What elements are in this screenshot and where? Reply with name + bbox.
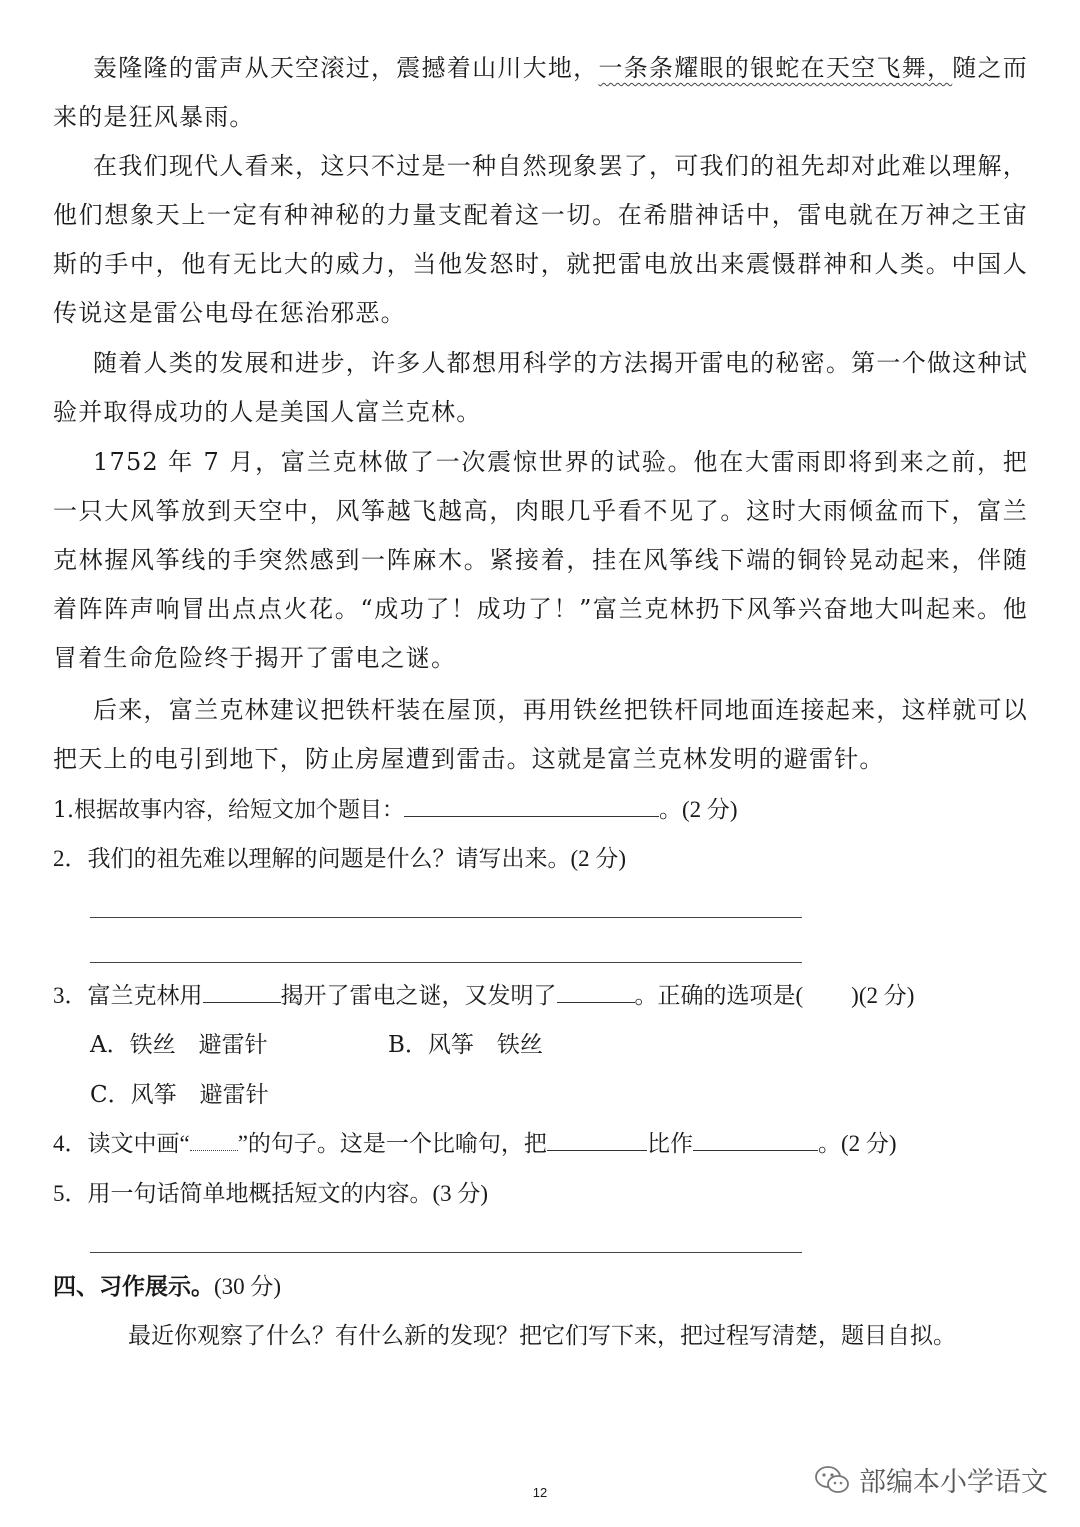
passage-text: 随之而来的是狂风暴雨。 xyxy=(53,54,1028,131)
option-a[interactable]: A．铁丝 避雷针 xyxy=(90,1032,268,1058)
question-5: 5．用一句话简单地概括短文的内容。(3 分) xyxy=(53,1181,489,1206)
passage-paragraph-5: 后来，富兰克林建议把铁杆装在屋顶，再用铁丝把铁杆同地面连接起来，这样就可以把天上的电引到地下，防止房屋遭到雷击。这就是富兰克林发明的避雷针。 xyxy=(53,696,1028,773)
wavy-underlined-sentence: 一条条耀眼的银蛇在天空飞舞， xyxy=(598,54,953,82)
answer-line[interactable] xyxy=(90,917,802,918)
answer-blank[interactable] xyxy=(557,980,635,1003)
passage-paragraph-2: 在我们现代人看来，这只不过是一种自然现象罢了，可我们的祖先却对此难以理解，他们想象天上一定有种神秘的力量支配着这一切。在希腊神话中，雷电就在万神之王宙斯的手中，他有无比大的威力，当他发怒时，就把雷电放出来震慑群神和人类。中国人传说这是雷公电母在惩治邪恶。 xyxy=(53,152,1028,327)
passage-text: 轰隆隆的雷声从天空滚过，震撼着山川大地， xyxy=(93,54,599,82)
answer-blank[interactable] xyxy=(547,1128,647,1151)
page-number: 12 xyxy=(532,1485,548,1500)
wechat-icon xyxy=(813,1464,851,1496)
passage-paragraph-3: 随着人类的发展和进步，许多人都想用科学的方法揭开雷电的秘密。第一个做这种试验并取得成功的人是美国人富兰克林。 xyxy=(53,349,1028,426)
question-3: 3．富兰克林用 揭开了雷电之谜，又发明了 。正确的选项是( )(2 分) xyxy=(53,980,914,1012)
answer-blank[interactable] xyxy=(693,1128,818,1151)
answer-line[interactable] xyxy=(90,1252,802,1253)
answer-line[interactable] xyxy=(90,962,802,963)
passage-paragraph-1 xyxy=(53,44,1028,142)
wavy-line-symbol xyxy=(190,1128,238,1151)
answer-blank[interactable] xyxy=(203,980,281,1003)
section-heading: 四、习作展示。(30 分) xyxy=(53,1274,282,1300)
passage-paragraph-4: 1752 年 7 月，富兰克林做了一次震惊世界的试验。他在大雷雨即将到来之前，把一只大风筝放到天空中，风筝越飞越高，肉眼几乎看不见了。这时大雨倾盆而下，富兰克林握风筝线的手突然感到一阵麻木。紧接着，挂在风筝线下端的铜铃晃动起来，伴随着阵阵声响冒出点点火花。“成功了！成功了！”富兰克林扔下风筝兴奋地大叫起来。他冒着生命危险终于揭开了雷电之谜。 xyxy=(53,448,1028,672)
option-b[interactable]: B．风筝 铁丝 xyxy=(388,1032,543,1058)
option-c[interactable]: C．风筝 避雷针 xyxy=(90,1082,269,1108)
title-answer-blank[interactable] xyxy=(404,794,659,817)
watermark: 部编本小学语文 xyxy=(813,1460,1048,1499)
question-4: 4．读文中画“ ”的句子。这是一个比喻句，把 比作 。(2 分) xyxy=(53,1128,897,1160)
question-1: 1.根据故事内容，给短文加个题目： 。(2 分) xyxy=(53,794,738,827)
question-2: 2．我们的祖先难以理解的问题是什么？请写出来。(2 分) xyxy=(53,846,627,871)
writing-prompt: 最近你观察了什么？有什么新的发现？把它们写下来，把过程写清楚，题目自拟。 xyxy=(128,1323,956,1349)
